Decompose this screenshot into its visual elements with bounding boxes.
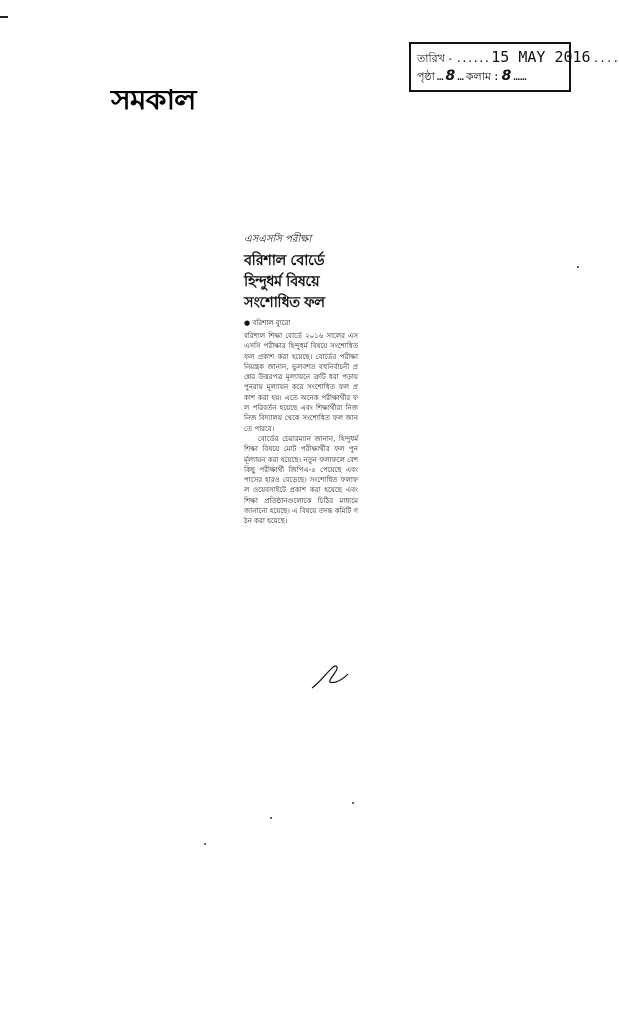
speck (577, 266, 579, 268)
stamp-page-value: 8 (445, 68, 456, 84)
clipping-stamp (409, 42, 619, 92)
stamp-date-row: তারিখ - ...... 15 MAY 2016 .... (417, 48, 563, 68)
speck (270, 817, 272, 819)
stamp-column-label: কলাম (465, 70, 492, 83)
speck (204, 843, 206, 845)
stamp-date-label: তারিখ (417, 52, 445, 65)
newspaper-masthead: সমকাল (111, 84, 196, 117)
article-headline: বরিশাল বোর্ডে হিন্দুধর্ম বিষয়ে সংশোধিত ফল (244, 253, 325, 311)
article-paragraph: বোর্ডের চেয়ারম্যান জানান, হিন্দুধর্ম শিক্ষা বিষয়ে মোট পরীক্ষার্থীর ফল পুনর্মূল্যায়ন করা হয়েছে। নতুন ফলাফলে বেশ কিছু পরীক্ষার্থী জিপিএ-৫ পেয়েছে এবং পাসের হারও বেড়েছে। সংশোধিত ফলাফল ওয়েবসাইটে প্রকাশ করা হয়েছে এবং শিক্ষা প্রতিষ্ঠানগুলোকে চিঠির মাধ্যমে জানানো হয়েছে। এ বিষয়ে তদন্ত কমিটি গঠন করা হয়েছে। (244, 434, 359, 526)
article-kicker (244, 232, 358, 249)
article-paragraph: বরিশাল শিক্ষা বোর্ডে ২০১৬ সালের এসএসসি পরীক্ষার হিন্দুধর্ম বিষয়ে সংশোধিত ফল প্রকাশ করা হয়েছে। বোর্ডের পরীক্ষা নিয়ন্ত্রক জানান, ভুলবশত বহুনির্বাচনী প্রশ্নের উত্তরপত্র মূল্যায়নে ত্রুটি ধরা পড়ায় পুনরায় মূল্যায়ন করে সংশোধিত ফল প্রকাশ করা হয়। এতে অনেক পরীক্ষার্থীর ফল পরিবর্তন হয়েছে এবং শিক্ষার্থীরা নিজ নিজ বিদ্যালয় থেকে সংশোধিত ফল জানতে পারবে। (244, 332, 358, 433)
stamp-page-label: পৃষ্ঠা (417, 70, 435, 83)
article-kicker-text: এসএসসি পরীক্ষা (244, 234, 312, 245)
article-clipping (244, 232, 358, 694)
scan-mark (0, 16, 8, 18)
stamp-column-value: 8 (501, 68, 512, 84)
stamp-date-value: 15 MAY 2016 (491, 48, 591, 66)
handwritten-signature (310, 662, 350, 692)
speck (352, 802, 354, 804)
stamp-page-row: পৃষ্ঠা … 8 … কলাম : 8 …… (417, 68, 563, 88)
article-byline: ● বরিশাল ব্যুরো (244, 319, 291, 327)
